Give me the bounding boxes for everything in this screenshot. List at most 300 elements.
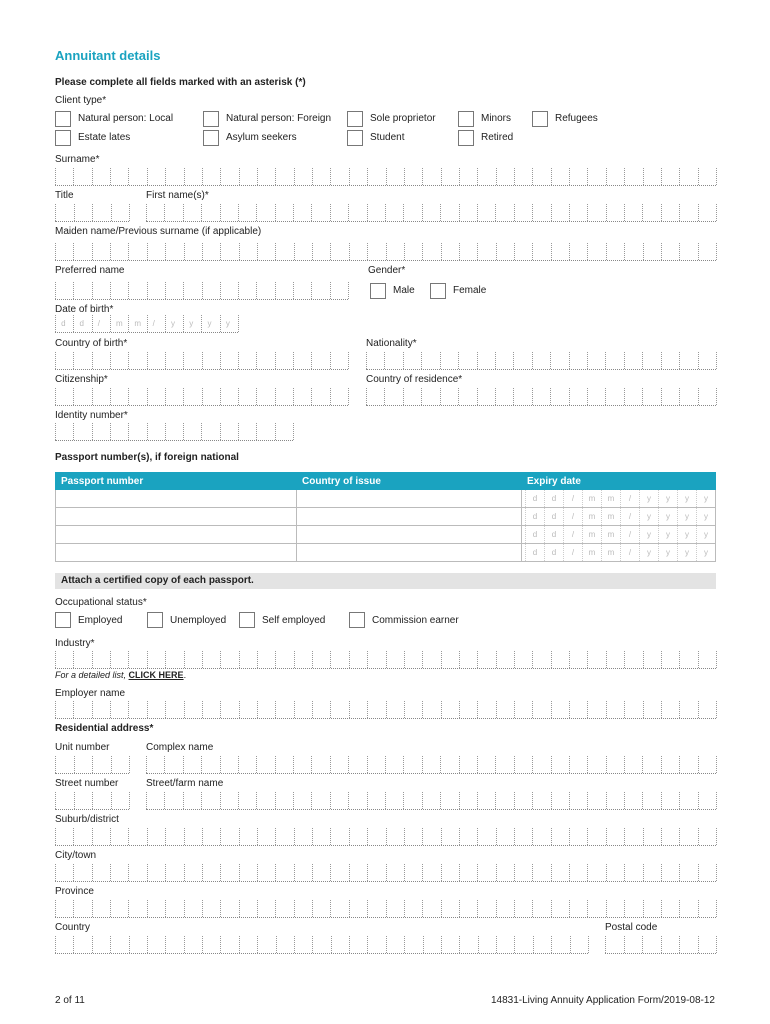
cell-divider xyxy=(294,828,296,845)
cell-divider xyxy=(698,936,700,953)
column-header: Expiry date xyxy=(522,473,716,490)
cell-divider xyxy=(110,168,112,185)
cell-divider xyxy=(73,352,75,369)
cell-divider xyxy=(312,864,314,881)
cell-divider xyxy=(477,204,479,221)
cell-divider xyxy=(459,701,461,718)
checkbox-refugees[interactable] xyxy=(532,111,548,127)
table-row xyxy=(56,544,716,562)
cell-divider xyxy=(496,651,498,668)
cell-divider xyxy=(55,315,57,332)
identity-number-input[interactable] xyxy=(55,422,293,441)
option-label: Self employed xyxy=(262,615,326,626)
cell-divider xyxy=(110,388,112,405)
cell-divider xyxy=(367,756,369,773)
cell-divider xyxy=(367,828,369,845)
postal-code-input[interactable] xyxy=(605,935,716,954)
cell-divider xyxy=(165,651,167,668)
cell-divider xyxy=(220,651,222,668)
cell-divider xyxy=(477,388,479,405)
cell-divider xyxy=(532,828,534,845)
cell-divider xyxy=(73,828,75,845)
cell-divider xyxy=(551,828,553,845)
cell-divider xyxy=(384,352,386,369)
cell-divider xyxy=(202,701,204,718)
cell-divider xyxy=(74,756,76,773)
date-placeholder-char: m xyxy=(116,319,123,328)
cell-divider xyxy=(184,828,186,845)
cell-divider xyxy=(257,936,259,953)
province-input[interactable] xyxy=(55,899,716,918)
cell-divider xyxy=(477,792,479,809)
cell-divider xyxy=(716,204,718,221)
cell-divider xyxy=(184,936,186,953)
date-of-birth-input[interactable] xyxy=(55,316,238,333)
date-placeholder-char: d xyxy=(544,526,563,543)
cell-divider xyxy=(643,168,645,185)
cell-divider xyxy=(514,828,516,845)
cell-divider xyxy=(202,168,204,185)
cell-divider xyxy=(367,168,369,185)
cell-divider xyxy=(458,352,460,369)
citizenship-input[interactable] xyxy=(55,387,348,406)
cell-divider xyxy=(220,701,222,718)
cell-divider xyxy=(330,282,332,299)
cell-divider xyxy=(220,243,222,260)
cell-divider xyxy=(73,315,75,332)
cell-divider xyxy=(92,352,94,369)
cell-divider xyxy=(201,315,203,332)
cell-divider xyxy=(183,792,185,809)
expiry-date-cell[interactable] xyxy=(522,526,716,544)
cell-divider xyxy=(551,204,553,221)
date-placeholder-char: d xyxy=(525,490,544,507)
cell-divider xyxy=(367,651,369,668)
cell-divider xyxy=(165,900,167,917)
cell-divider xyxy=(551,792,553,809)
city-input[interactable] xyxy=(55,863,716,882)
cell-divider xyxy=(220,792,222,809)
checkbox-sole-proprietor[interactable] xyxy=(347,111,363,127)
country-of-issue-cell[interactable] xyxy=(297,526,522,544)
cell-divider xyxy=(184,900,186,917)
cell-divider xyxy=(330,828,332,845)
cell-divider xyxy=(679,352,681,369)
cell-divider xyxy=(293,423,295,440)
cell-divider xyxy=(257,168,259,185)
cell-divider xyxy=(239,651,241,668)
cell-divider xyxy=(587,204,589,221)
province-label: Province xyxy=(55,886,94,897)
complex-name-input[interactable] xyxy=(146,755,716,774)
cell-divider xyxy=(275,204,277,221)
cell-divider xyxy=(147,701,149,718)
client-type-label: Client type* xyxy=(55,95,107,106)
surname-input[interactable] xyxy=(55,167,716,186)
cell-divider xyxy=(110,352,112,369)
cell-divider xyxy=(92,936,94,953)
cell-divider xyxy=(605,388,607,405)
cell-divider xyxy=(348,792,350,809)
cell-divider xyxy=(367,900,369,917)
cell-divider xyxy=(386,701,388,718)
cell-divider xyxy=(275,792,277,809)
checkbox-asylum-seekers[interactable] xyxy=(203,130,219,146)
cell-divider xyxy=(606,651,608,668)
cell-divider xyxy=(532,900,534,917)
instruction-text: Please complete all fields marked with an asterisk (*) xyxy=(55,77,306,88)
cell-divider xyxy=(275,282,277,299)
cell-divider xyxy=(661,651,663,668)
cell-divider xyxy=(128,864,130,881)
cell-divider xyxy=(606,701,608,718)
cell-divider xyxy=(275,243,277,260)
date-placeholder-char: m xyxy=(601,490,620,507)
cell-divider xyxy=(624,388,626,405)
country-of-residence-input[interactable] xyxy=(366,387,716,406)
date-placeholder-char: m xyxy=(134,319,142,328)
cell-divider xyxy=(238,282,240,299)
checkbox-natural-person-foreign[interactable] xyxy=(203,111,219,127)
cell-divider xyxy=(477,864,479,881)
checkbox-estate-lates[interactable] xyxy=(55,130,71,146)
cell-divider xyxy=(92,423,94,440)
page-number: 2 of 11 xyxy=(55,995,85,1006)
industry-input[interactable] xyxy=(55,650,716,669)
cell-divider xyxy=(643,243,645,260)
checkbox-employed[interactable] xyxy=(55,612,71,628)
date-placeholder-char: y xyxy=(639,508,658,525)
passport-number-cell[interactable] xyxy=(56,508,297,526)
cell-divider xyxy=(367,792,369,809)
checkbox-male[interactable] xyxy=(370,283,386,299)
cell-divider xyxy=(146,792,148,809)
cell-divider xyxy=(257,864,259,881)
checkbox-natural-person-local[interactable] xyxy=(55,111,71,127)
suburb-label: Suburb/district xyxy=(55,814,119,825)
cell-divider xyxy=(220,864,222,881)
cell-divider xyxy=(238,388,240,405)
cell-divider xyxy=(294,900,296,917)
cell-divider xyxy=(238,204,240,221)
passport-number-cell[interactable] xyxy=(56,490,297,508)
checkbox-self-employed[interactable] xyxy=(239,612,255,628)
cell-divider xyxy=(74,204,76,221)
cell-divider xyxy=(110,315,112,332)
cell-divider xyxy=(679,388,681,405)
cell-divider xyxy=(276,936,278,953)
cell-divider xyxy=(679,168,681,185)
passport-heading: Passport number(s), if foreign national xyxy=(55,452,239,463)
cell-divider xyxy=(55,204,57,221)
date-placeholder-char: d xyxy=(544,490,563,507)
cell-divider xyxy=(404,936,406,953)
cell-divider xyxy=(441,864,443,881)
cell-divider xyxy=(551,243,553,260)
cell-divider xyxy=(92,315,94,332)
cell-divider xyxy=(698,701,700,718)
cell-divider xyxy=(312,651,314,668)
cell-divider xyxy=(275,352,277,369)
country-of-issue-cell[interactable] xyxy=(297,508,522,526)
date-placeholder-char: y xyxy=(696,544,715,561)
cell-divider xyxy=(201,423,203,440)
cell-divider xyxy=(440,756,442,773)
cell-divider xyxy=(165,243,167,260)
checkbox-student[interactable] xyxy=(347,130,363,146)
street-number-input[interactable] xyxy=(55,791,129,810)
option-label: Refugees xyxy=(555,113,598,124)
cell-divider xyxy=(128,168,130,185)
country-of-birth-input[interactable] xyxy=(55,351,348,370)
cell-divider xyxy=(605,936,607,953)
cell-divider xyxy=(495,204,497,221)
cell-divider xyxy=(716,900,718,917)
cell-divider xyxy=(238,352,240,369)
suburb-input[interactable] xyxy=(55,827,716,846)
cell-divider xyxy=(165,168,167,185)
date-placeholder-char: d xyxy=(61,319,66,328)
cell-divider xyxy=(256,423,258,440)
cell-divider xyxy=(643,651,645,668)
cell-divider xyxy=(239,864,241,881)
cell-divider xyxy=(55,168,57,185)
table-row xyxy=(56,526,716,544)
checkbox-commission-earner[interactable] xyxy=(349,612,365,628)
cell-divider xyxy=(440,792,442,809)
cell-divider xyxy=(165,423,167,440)
cell-divider xyxy=(459,243,461,260)
employer-name-input[interactable] xyxy=(55,700,716,719)
cell-divider xyxy=(587,756,589,773)
cell-divider xyxy=(330,204,332,221)
date-placeholder-char: m xyxy=(582,490,601,507)
passport-number-cell[interactable] xyxy=(56,544,297,562)
cell-divider xyxy=(128,828,130,845)
passport-number-cell[interactable] xyxy=(56,526,297,544)
cell-divider xyxy=(477,168,479,185)
cell-divider xyxy=(92,828,94,845)
cell-divider xyxy=(661,792,663,809)
cell-divider xyxy=(348,204,350,221)
date-placeholder-char: y xyxy=(696,526,715,543)
cell-divider xyxy=(403,204,405,221)
cell-divider xyxy=(164,756,166,773)
cell-divider xyxy=(404,243,406,260)
cell-divider xyxy=(111,756,113,773)
cell-divider xyxy=(624,243,626,260)
cell-divider xyxy=(624,168,626,185)
cell-divider xyxy=(440,352,442,369)
cell-divider xyxy=(165,315,167,332)
cell-divider xyxy=(569,352,571,369)
cell-divider xyxy=(275,756,277,773)
cell-divider xyxy=(441,828,443,845)
cell-divider xyxy=(147,243,149,260)
cell-divider xyxy=(716,168,718,185)
cell-divider xyxy=(55,936,57,953)
cell-divider xyxy=(698,864,700,881)
option-label: Female xyxy=(453,285,487,296)
cell-divider xyxy=(256,756,258,773)
checkbox-retired[interactable] xyxy=(458,130,474,146)
cell-divider xyxy=(183,282,185,299)
cell-divider xyxy=(716,792,718,809)
cell-divider xyxy=(147,282,149,299)
cell-divider xyxy=(661,828,663,845)
cell-divider xyxy=(92,756,94,773)
cell-divider xyxy=(404,900,406,917)
cell-divider xyxy=(110,423,112,440)
cell-divider xyxy=(532,352,534,369)
country-of-issue-cell[interactable] xyxy=(297,544,522,562)
cell-divider xyxy=(183,756,185,773)
cell-divider xyxy=(386,243,388,260)
date-placeholder-char: d xyxy=(544,508,563,525)
cell-divider xyxy=(587,864,589,881)
cell-divider xyxy=(256,352,258,369)
cell-divider xyxy=(55,423,57,440)
cell-divider xyxy=(294,864,296,881)
checkbox-minors[interactable] xyxy=(458,111,474,127)
cell-divider xyxy=(698,828,700,845)
cell-divider xyxy=(441,168,443,185)
cell-divider xyxy=(587,352,589,369)
cell-divider xyxy=(202,352,204,369)
cell-divider xyxy=(201,204,203,221)
option-label: Male xyxy=(393,285,415,296)
country-input[interactable] xyxy=(55,935,588,954)
country-label: Country xyxy=(55,922,91,933)
date-placeholder-char: d xyxy=(525,544,544,561)
cell-divider xyxy=(514,204,516,221)
cell-divider xyxy=(661,168,663,185)
cell-divider xyxy=(716,388,718,405)
click-here-link[interactable]: CLICK HERE xyxy=(128,670,184,680)
checkbox-unemployed[interactable] xyxy=(147,612,163,628)
cell-divider xyxy=(92,388,94,405)
cell-divider xyxy=(458,388,460,405)
cell-divider xyxy=(440,204,442,221)
cell-divider xyxy=(569,243,571,260)
cell-divider xyxy=(73,282,75,299)
cell-divider xyxy=(220,352,222,369)
cell-divider xyxy=(183,315,185,332)
cell-divider xyxy=(569,204,571,221)
nationality-input[interactable] xyxy=(366,351,716,370)
street-name-input[interactable] xyxy=(146,791,716,810)
cell-divider xyxy=(532,204,534,221)
cell-divider xyxy=(661,204,663,221)
date-placeholder-char: y xyxy=(696,490,715,507)
first-names-input[interactable] xyxy=(146,203,716,222)
date-placeholder-char: m xyxy=(582,526,601,543)
cell-divider xyxy=(716,243,718,260)
cell-divider xyxy=(532,243,534,260)
expiry-date-cell[interactable] xyxy=(522,490,716,508)
preferred-name-input[interactable] xyxy=(55,281,348,300)
cell-divider xyxy=(587,828,589,845)
cell-divider xyxy=(551,864,553,881)
unit-number-input[interactable] xyxy=(55,755,129,774)
cell-divider xyxy=(111,792,113,809)
option-label: Unemployed xyxy=(170,615,227,626)
date-placeholder-char: y xyxy=(207,319,212,328)
cell-divider xyxy=(239,168,241,185)
cell-divider xyxy=(716,352,718,369)
cell-divider xyxy=(587,701,589,718)
cell-divider xyxy=(312,168,314,185)
title-input[interactable] xyxy=(55,203,129,222)
cell-divider xyxy=(165,701,167,718)
street-name-label: Street/farm name xyxy=(146,778,224,789)
cell-divider xyxy=(698,204,700,221)
cell-divider xyxy=(385,792,387,809)
cell-divider xyxy=(440,388,442,405)
cell-divider xyxy=(275,701,277,718)
cell-divider xyxy=(92,701,94,718)
cell-divider xyxy=(551,168,553,185)
citizenship-label: Citizenship* xyxy=(55,374,108,385)
country-of-issue-cell[interactable] xyxy=(297,490,522,508)
cell-divider xyxy=(311,388,313,405)
cell-divider xyxy=(220,282,222,299)
cell-divider xyxy=(165,388,167,405)
cell-divider xyxy=(202,651,204,668)
cell-divider xyxy=(312,936,314,953)
expiry-date-cell[interactable] xyxy=(522,508,716,526)
option-label: Retired xyxy=(481,132,514,143)
cell-divider xyxy=(164,792,166,809)
cell-divider xyxy=(495,792,497,809)
cell-divider xyxy=(202,828,204,845)
cell-divider xyxy=(569,701,571,718)
cell-divider xyxy=(716,864,718,881)
cell-divider xyxy=(624,936,626,953)
cell-divider xyxy=(312,828,314,845)
cell-divider xyxy=(330,352,332,369)
cell-divider xyxy=(147,828,149,845)
cell-divider xyxy=(642,204,644,221)
title-label: Title xyxy=(55,190,74,201)
industry-label: Industry* xyxy=(55,638,95,649)
cell-divider xyxy=(514,792,516,809)
cell-divider xyxy=(366,388,368,405)
cell-divider xyxy=(716,651,718,668)
cell-divider xyxy=(183,204,185,221)
cell-divider xyxy=(551,936,553,953)
cell-divider xyxy=(513,352,515,369)
cell-divider xyxy=(73,651,75,668)
cell-divider xyxy=(128,352,130,369)
cell-divider xyxy=(716,828,718,845)
maiden-name-input[interactable] xyxy=(55,242,716,261)
cell-divider xyxy=(55,900,57,917)
cell-divider xyxy=(220,936,222,953)
checkbox-female[interactable] xyxy=(430,283,446,299)
cell-divider xyxy=(294,243,296,260)
cell-divider xyxy=(311,792,313,809)
nationality-label: Nationality* xyxy=(366,338,417,349)
cell-divider xyxy=(532,388,534,405)
cell-divider xyxy=(385,756,387,773)
cell-divider xyxy=(202,936,204,953)
cell-divider xyxy=(698,792,700,809)
expiry-date-cell[interactable] xyxy=(522,544,716,562)
preferred-name-label: Preferred name xyxy=(55,265,125,276)
date-placeholder-char: / xyxy=(152,319,155,328)
cell-divider xyxy=(569,828,571,845)
